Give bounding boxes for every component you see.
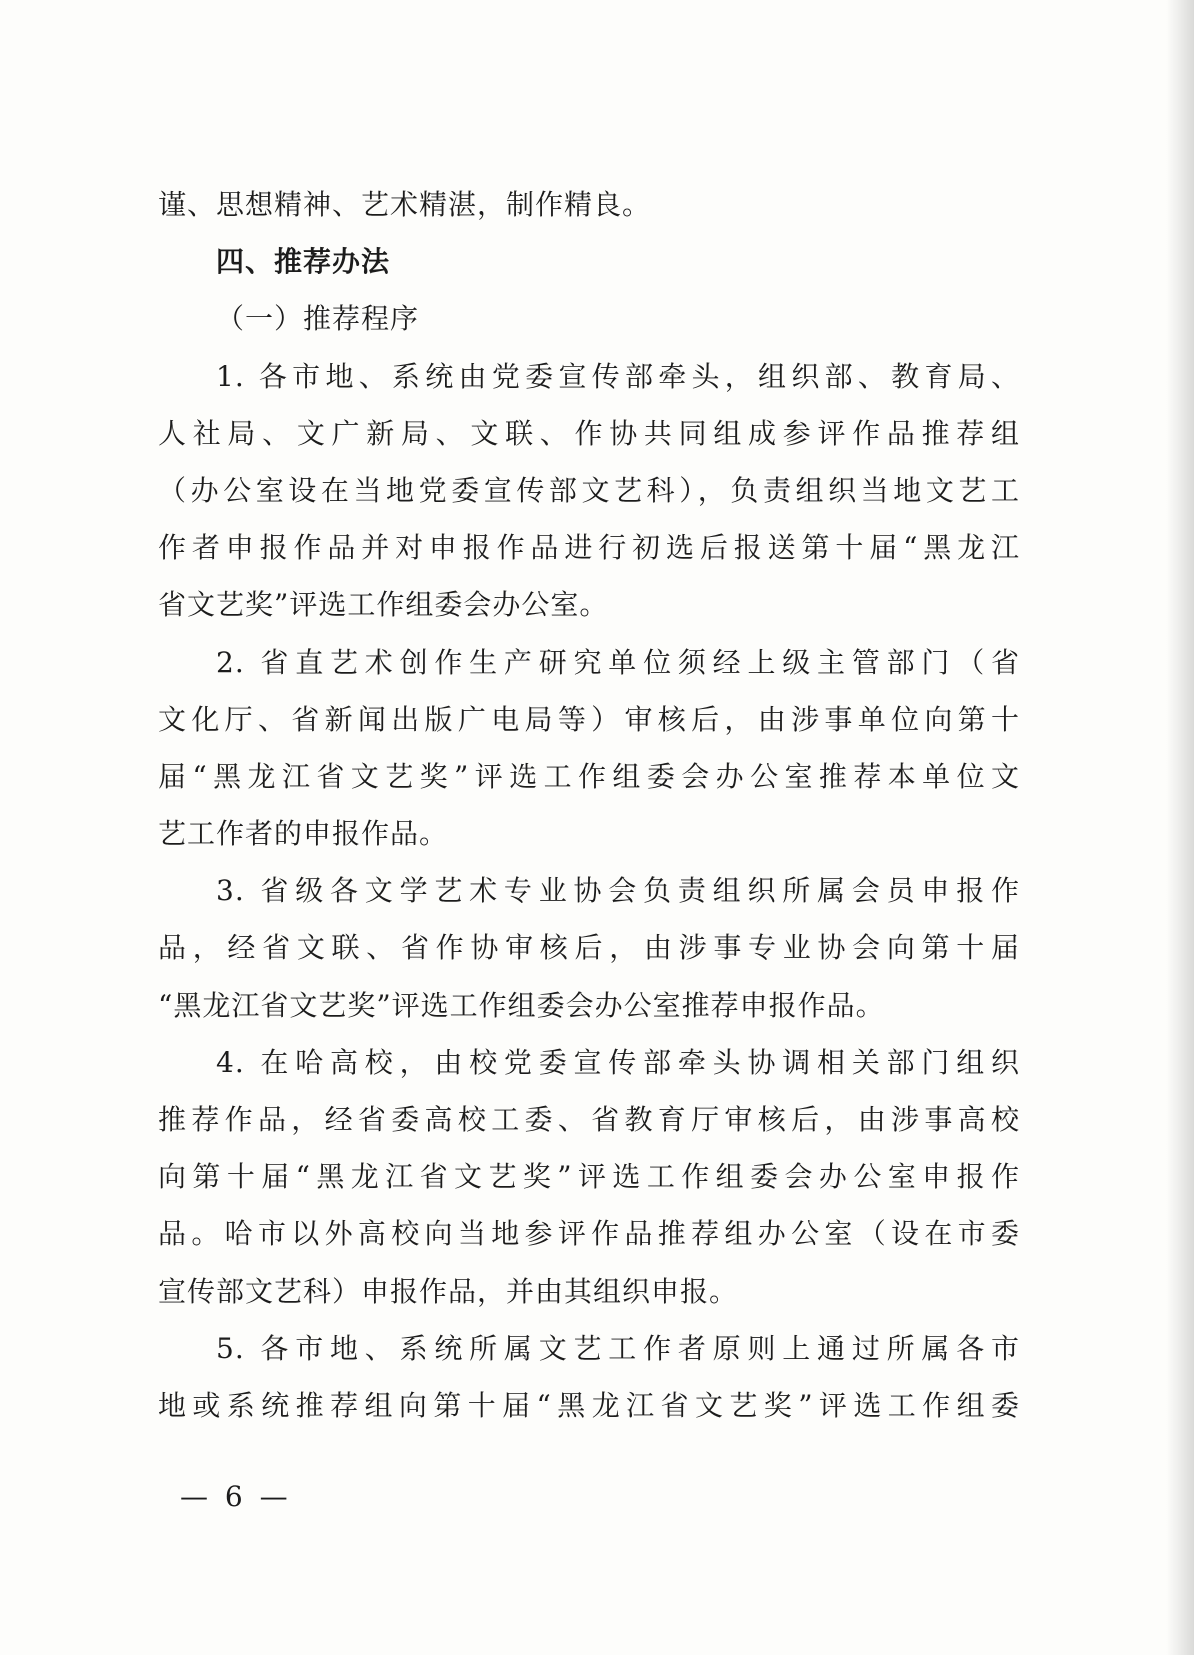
page-number: — 6 — [180, 1480, 292, 1513]
subsection-heading: （一）推荐程序 [216, 302, 420, 336]
paragraph-line: “黑龙江省文艺奖”评选工作组委会办公室推荐申报作品。 [158, 988, 885, 1022]
paragraph-line: 作者申报作品并对申报作品进行初选后报送第十届“黑龙江 [158, 531, 1020, 565]
paragraph-line: （办公室设在当地党委宣传部文艺科），负责组织当地文艺工 [158, 473, 1020, 507]
section-heading: 四、推荐办法 [216, 245, 391, 279]
paragraph-line: 地或系统推荐组向第十届“黑龙江省文艺奖”评选工作组委 [158, 1388, 1020, 1422]
paragraph-line: 向第十届“黑龙江省文艺奖”评选工作组委会办公室申报作 [158, 1160, 1020, 1194]
paragraph-line: 宣传部文艺科）申报作品，并由其组织申报。 [158, 1274, 739, 1308]
paragraph-line: 省文艺奖”评选工作组委会办公室。 [158, 588, 609, 622]
paragraph-line: 艺工作者的申报作品。 [158, 817, 449, 851]
paragraph-line: 2. 省直艺术创作生产研究单位须经上级主管部门（省 [216, 645, 1020, 679]
paragraph-line: 品，经省文联、省作协审核后，由涉事专业协会向第十届 [158, 931, 1020, 965]
paragraph-line: 3. 省级各文学艺术专业协会负责组织所属会员申报作 [216, 874, 1020, 908]
paragraph-line: 谨、思想精神、艺术精湛，制作精良。 [158, 188, 652, 221]
paragraph-line: 4. 在哈高校，由校党委宣传部牵头协调相关部门组织 [216, 1045, 1020, 1079]
paragraph-line: 品。哈市以外高校向当地参评作品推荐组办公室（设在市委 [158, 1217, 1020, 1251]
document-body [158, 176, 1020, 1434]
paragraph-line: 文化厅、省新闻出版广电局等）审核后，由涉事单位向第十 [158, 702, 1020, 736]
paragraph-line: 人社局、文广新局、文联、作协共同组成参评作品推荐组 [158, 416, 1020, 450]
paragraph-line: 5. 各市地、系统所属文艺工作者原则上通过所属各市 [216, 1331, 1020, 1365]
paragraph-line: 推荐作品，经省委高校工委、省教育厅审核后，由涉事高校 [158, 1103, 1020, 1136]
paragraph-line: 1. 各市地、系统由党委宣传部牵头，组织部、教育局、 [216, 359, 1020, 393]
scan-edge-shadow [1166, 0, 1194, 1655]
paragraph-line: 届“黑龙江省文艺奖”评选工作组委会办公室推荐本单位文 [158, 759, 1020, 793]
